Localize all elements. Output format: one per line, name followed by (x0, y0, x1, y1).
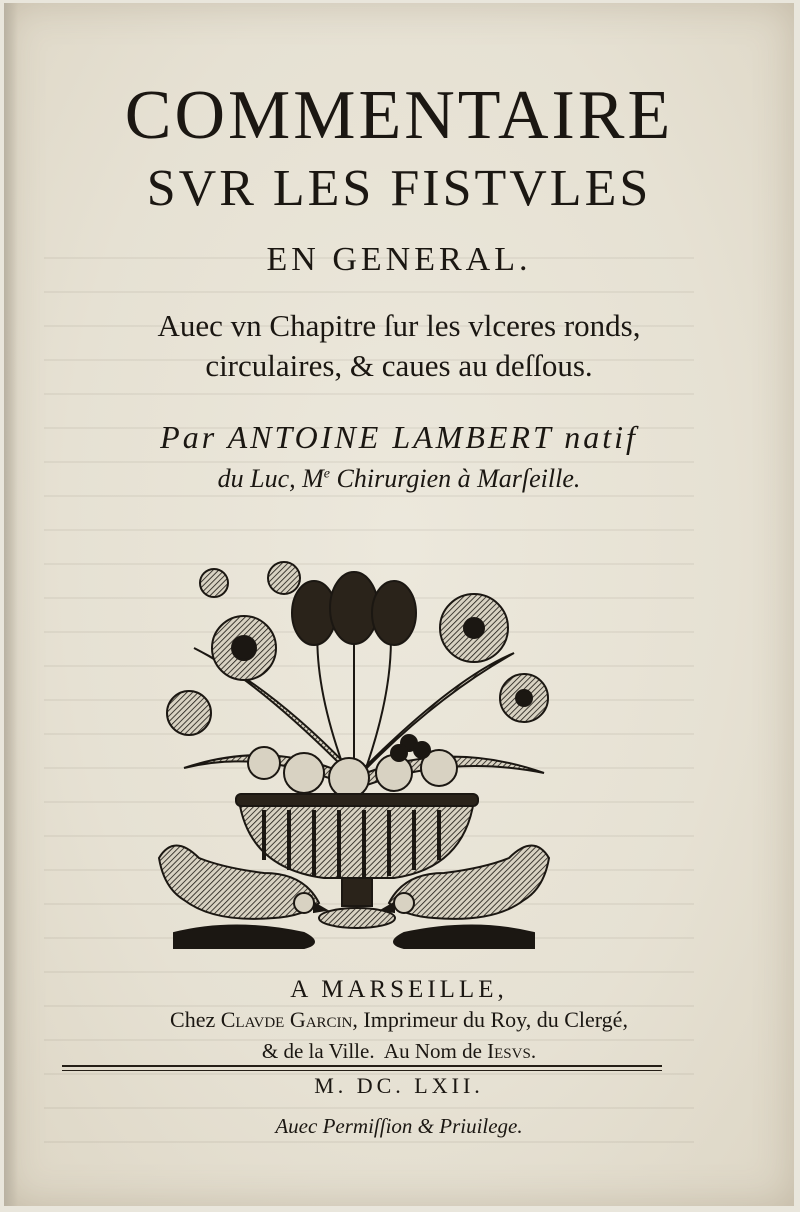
imprint-line-3 (4, 1039, 794, 1064)
author-profession: Chirurgien à Marſeille. (330, 464, 581, 493)
title-line-1: COMMENTAIRE (124, 77, 674, 154)
printer-name: Clavde Garcin (220, 1007, 353, 1032)
author-title-sup: e (323, 466, 331, 482)
title-line-3: EN GENERAL. (266, 241, 532, 278)
imprint-place: A MARSEILLE, (290, 976, 508, 1003)
author-prefix: Par (160, 419, 218, 455)
subtitle-line-2: circulaires, & caues au deſſous. (205, 348, 593, 384)
imprint-period: . (530, 1039, 537, 1063)
author-origin: du Luc, M (217, 464, 324, 493)
flower-vase-with-birds-icon (154, 538, 554, 958)
printer-prefix: Chez (170, 1007, 221, 1032)
title-page (4, 3, 794, 1206)
subtitle (4, 306, 794, 387)
title-line-2: SVR LES FISTVLES (146, 160, 652, 217)
author-name: ANTOINE LAMBERT (227, 419, 554, 455)
subtitle-line-1: Auec vn Chapitre ſur les vlceres ronds, (157, 308, 641, 343)
author-line-1 (4, 421, 794, 453)
privilege-line: Auec Permiſſion & Priuilege. (275, 1114, 523, 1138)
printer-title: , Imprimeur du Roy, du Clergé, (352, 1007, 628, 1032)
imprint-iesvs: Iesvs (487, 1039, 531, 1063)
double-rule-bottom (62, 1070, 662, 1071)
author-suffix: natif (564, 419, 638, 455)
publication-date: M. DC. LXII. (314, 1073, 484, 1098)
imprint-city-invocation: & de la Ville. Au Nom de (261, 1039, 488, 1063)
author-line-2 (4, 466, 794, 492)
double-rule-top (62, 1065, 662, 1067)
imprint-printer (4, 1007, 794, 1033)
